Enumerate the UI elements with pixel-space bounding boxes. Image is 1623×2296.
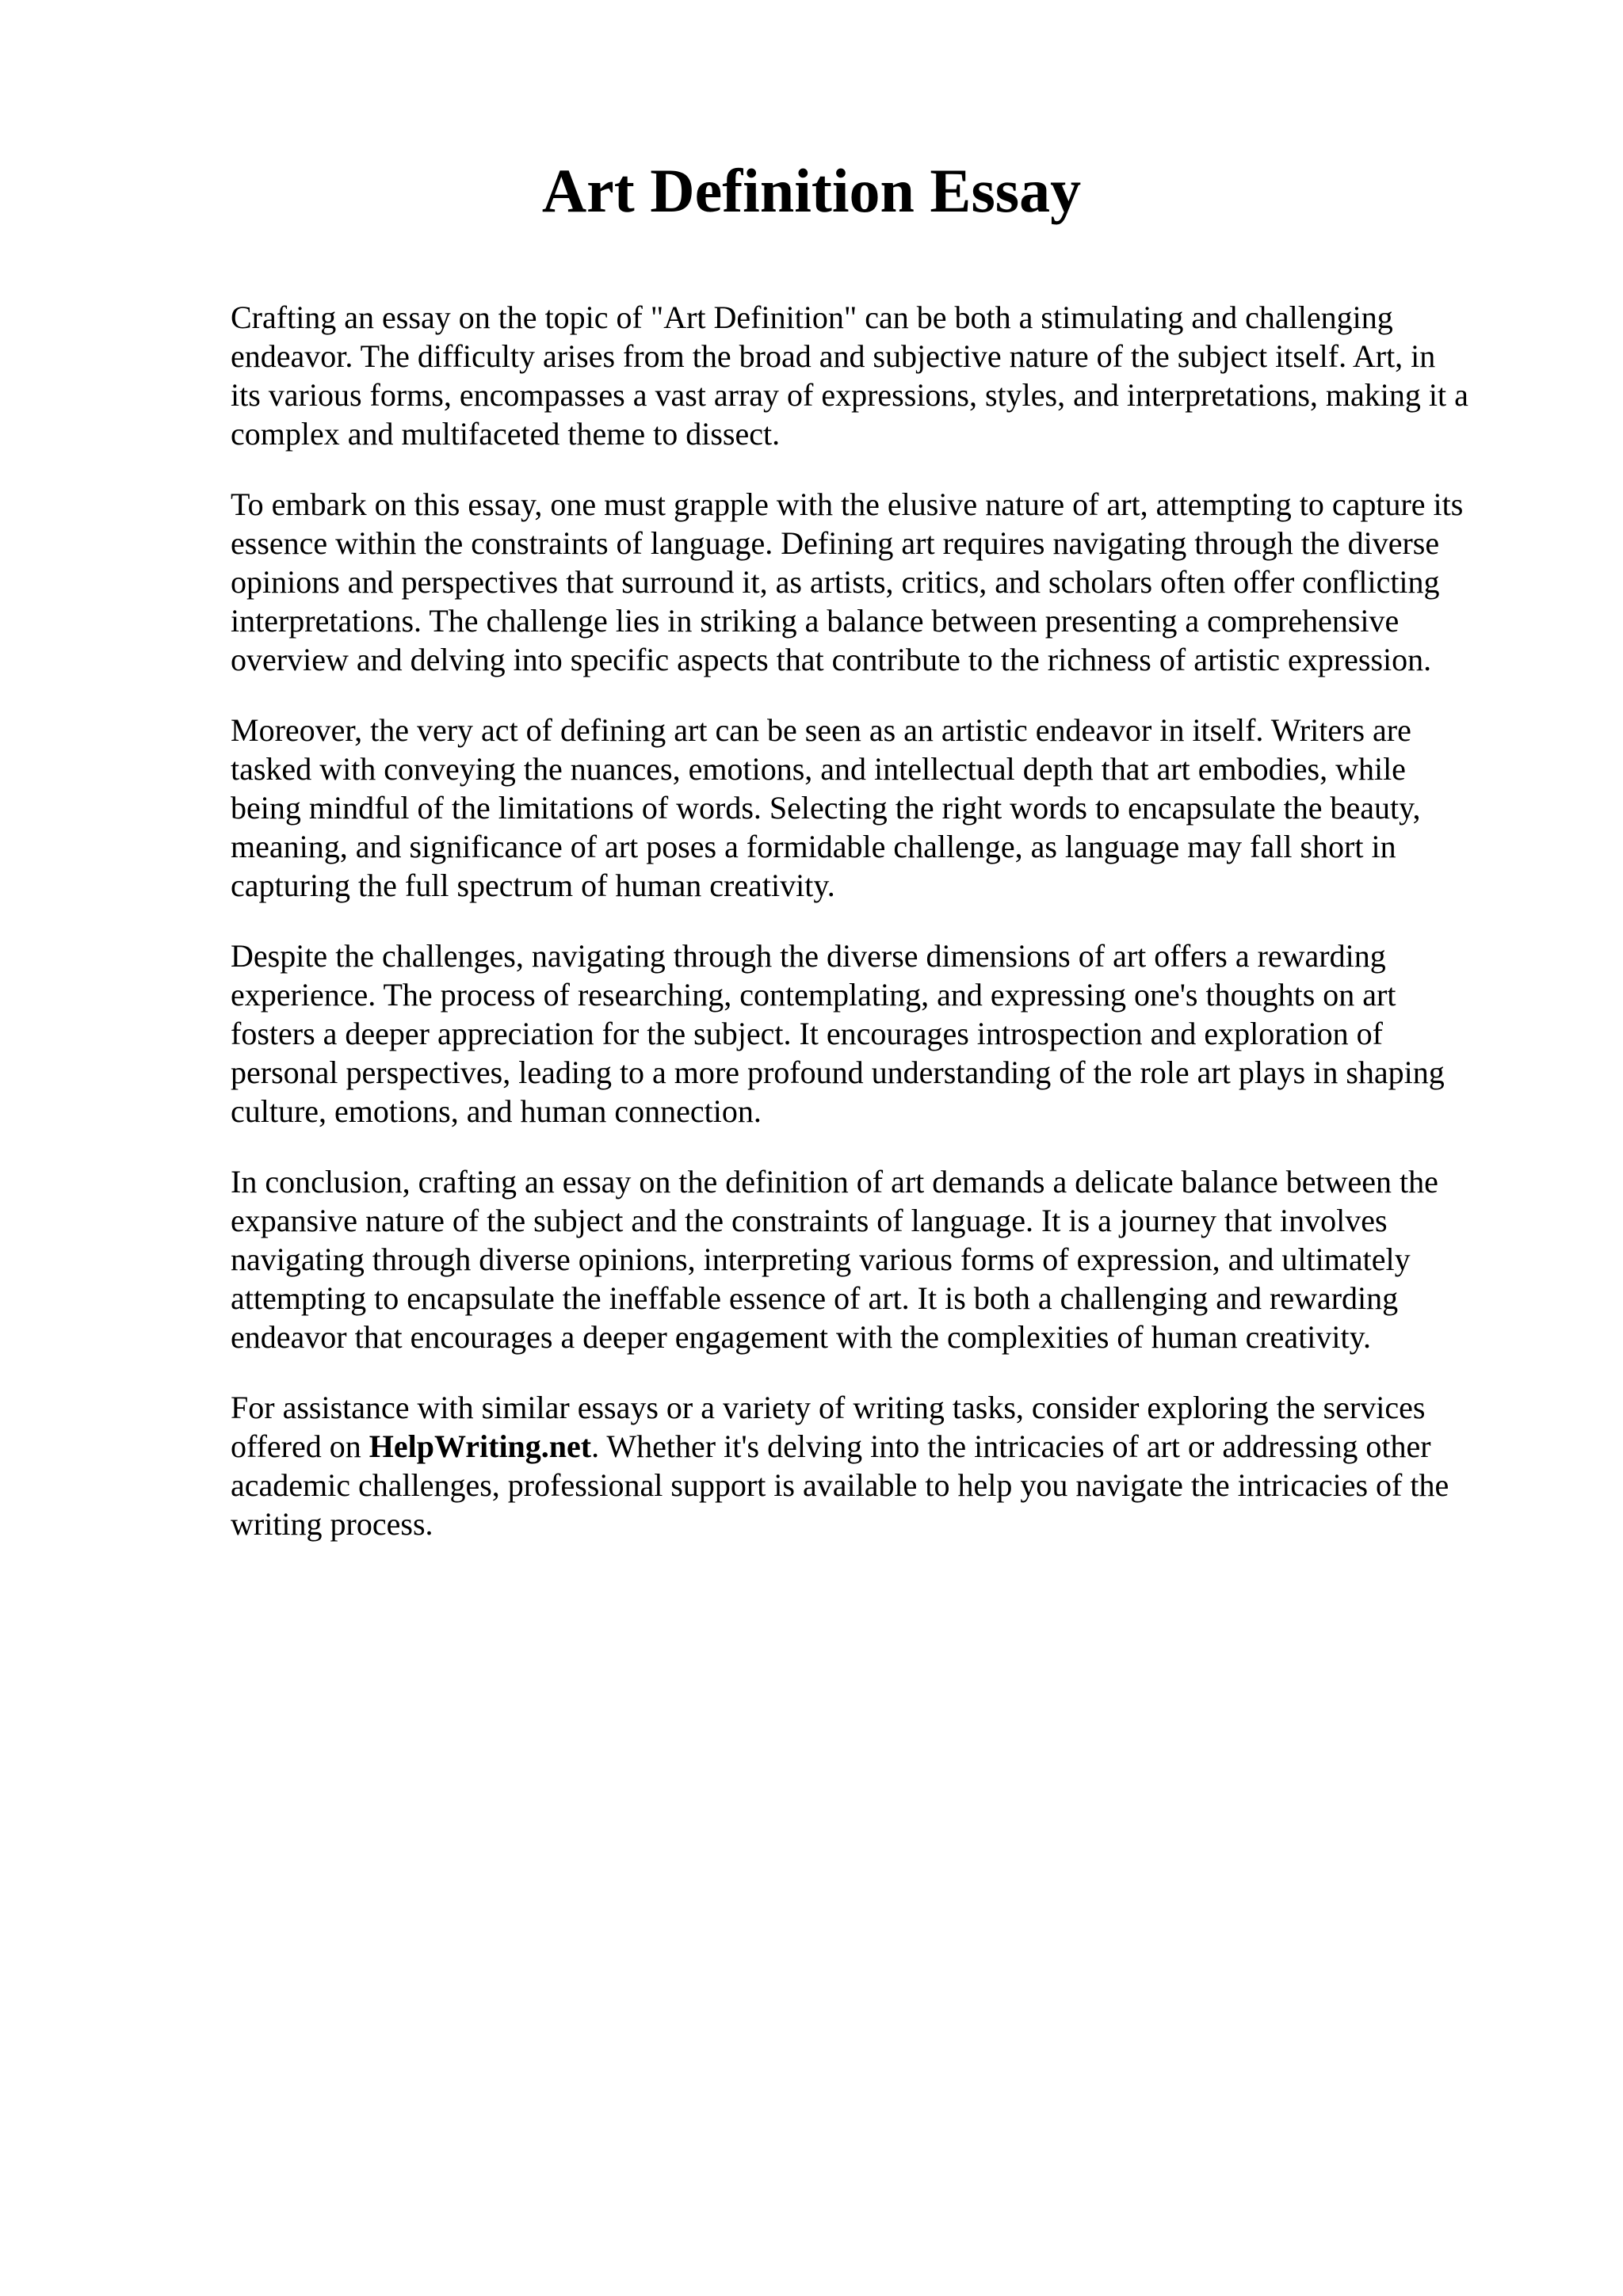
text-line: its various forms, encompasses a vast array of expressions, styles, and interpretations, making it a <box>231 377 1468 413</box>
text-line: academic challenges, professional support is available to help you navigate the intricacies of the <box>231 1467 1449 1503</box>
text-line: In conclusion, crafting an essay on the definition of art demands a delicate balance between the <box>231 1164 1438 1199</box>
paragraph-closing <box>231 1388 1514 1543</box>
text-line: capturing the full spectrum of human creativity. <box>231 868 835 903</box>
text-line: tasked with conveying the nuances, emotions, and intellectual depth that art embodies, while <box>231 751 1406 787</box>
document-body <box>231 298 1514 1575</box>
text-line: essence within the constraints of language. Defining art requires navigating through the diverse <box>231 525 1440 561</box>
text-line: Despite the challenges, navigating through the diverse dimensions of art offers a rewarding <box>231 938 1386 974</box>
text-fragment: offered on <box>231 1428 369 1464</box>
text-line: navigating through diverse opinions, interpreting various forms of expression, and ultimately <box>231 1241 1411 1277</box>
paragraph-4 <box>231 936 1514 1131</box>
paragraph-5 <box>231 1162 1514 1356</box>
text-line: Moreover, the very act of defining art can be seen as an artistic endeavor in itself. Writers are <box>231 712 1411 748</box>
paragraph-3 <box>231 711 1514 905</box>
paragraph-1 <box>231 298 1514 453</box>
text-line: experience. The process of researching, contemplating, and expressing one's thoughts on art <box>231 977 1396 1013</box>
document-title: Art Definition Essay <box>541 156 1082 225</box>
text-line: meaning, and significance of art poses a formidable challenge, as language may fall short in <box>231 829 1396 864</box>
text-line: For assistance with similar essays or a variety of writing tasks, consider exploring the services <box>231 1390 1426 1425</box>
text-line: opinions and perspectives that surround it, as artists, critics, and scholars often offer conflicting <box>231 564 1440 600</box>
paragraph-2 <box>231 485 1514 679</box>
text-line: culture, emotions, and human connection. <box>231 1093 762 1129</box>
text-line: endeavor. The difficulty arises from the broad and subjective nature of the subject itself. Art, in <box>231 338 1436 374</box>
text-line: overview and delving into specific aspects that contribute to the richness of artistic expression. <box>231 642 1432 677</box>
text-line: interpretations. The challenge lies in striking a balance between presenting a comprehensive <box>231 603 1400 639</box>
text-line: Crafting an essay on the topic of "Art Definition" can be both a stimulating and challenging <box>231 299 1393 335</box>
text-line: fosters a deeper appreciation for the subject. It encourages introspection and exploration of <box>231 1016 1383 1051</box>
text-line: endeavor that encourages a deeper engagement with the complexities of human creativity. <box>231 1319 1372 1355</box>
text-line-with-link <box>231 1427 1514 1466</box>
text-line: complex and multifaceted theme to dissect. <box>231 416 781 452</box>
text-line: being mindful of the limitations of words. Selecting the right words to encapsulate the beauty, <box>231 790 1421 826</box>
text-line: To embark on this essay, one must grapple with the elusive nature of art, attempting to capture its <box>231 486 1464 522</box>
text-line: personal perspectives, leading to a more profound understanding of the role art plays in shaping <box>231 1055 1445 1090</box>
text-line: expansive nature of the subject and the constraints of language. It is a journey that involves <box>231 1203 1388 1238</box>
text-line: attempting to encapsulate the ineffable essence of art. It is both a challenging and rewarding <box>231 1280 1399 1316</box>
text-fragment: . Whether it's delving into the intricacies of art or addressing other <box>591 1428 1431 1464</box>
text-line: writing process. <box>231 1506 433 1542</box>
helpwriting-link[interactable]: HelpWriting.net <box>369 1428 592 1464</box>
